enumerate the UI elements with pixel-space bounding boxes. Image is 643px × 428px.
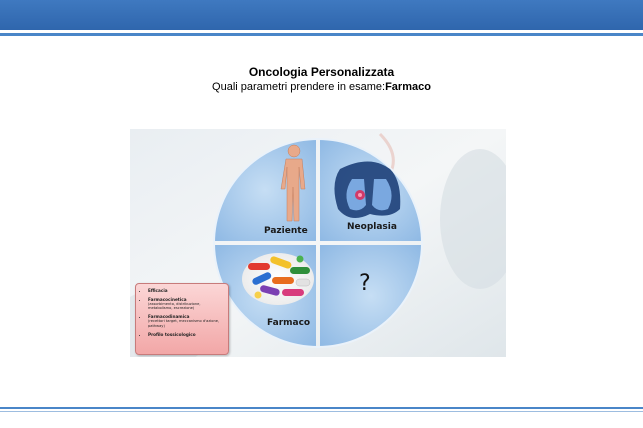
- header-bar: [0, 0, 643, 30]
- quadrant-label-farmaco: Farmaco: [267, 318, 311, 328]
- header-divider: [0, 33, 643, 36]
- drug-parameters-box: [135, 283, 229, 355]
- subtitle-highlight: Farmaco: [385, 81, 431, 93]
- list-item-detail: (recettori target, meccanismo d'azione, pathway): [148, 319, 220, 328]
- subtitle-prefix: Quali parametri prendere in esame:: [212, 81, 386, 93]
- quadrant-figure: [130, 129, 506, 357]
- list-item-label: Farmacocinetica: [148, 297, 187, 302]
- list-item: [148, 314, 226, 327]
- list-item-detail: (assorbimento, distribuzione, metabolismo, escrezione): [148, 302, 201, 311]
- footer-divider-thin: [0, 411, 643, 412]
- pills-icon: [242, 253, 314, 305]
- list-item: [148, 288, 226, 293]
- list-item: [148, 297, 226, 310]
- quadrant-label-paziente: Paziente: [264, 226, 308, 236]
- list-item-label: Farmacodinamica: [148, 314, 190, 320]
- quadrant-label-neoplasia: Neoplasia: [347, 222, 397, 232]
- list-item-label: Profilo tossicologico: [148, 331, 196, 337]
- footer-divider: [0, 407, 643, 409]
- list-item-label: Efficacia: [148, 288, 168, 293]
- slide-title: Oncologia Personalizzata: [248, 65, 395, 79]
- slide-subtitle: [0, 81, 643, 93]
- list-item: [148, 332, 226, 337]
- lungs-icon: [334, 162, 400, 219]
- quadrant-question-mark: ?: [359, 271, 371, 296]
- drug-parameters-list: [136, 284, 228, 337]
